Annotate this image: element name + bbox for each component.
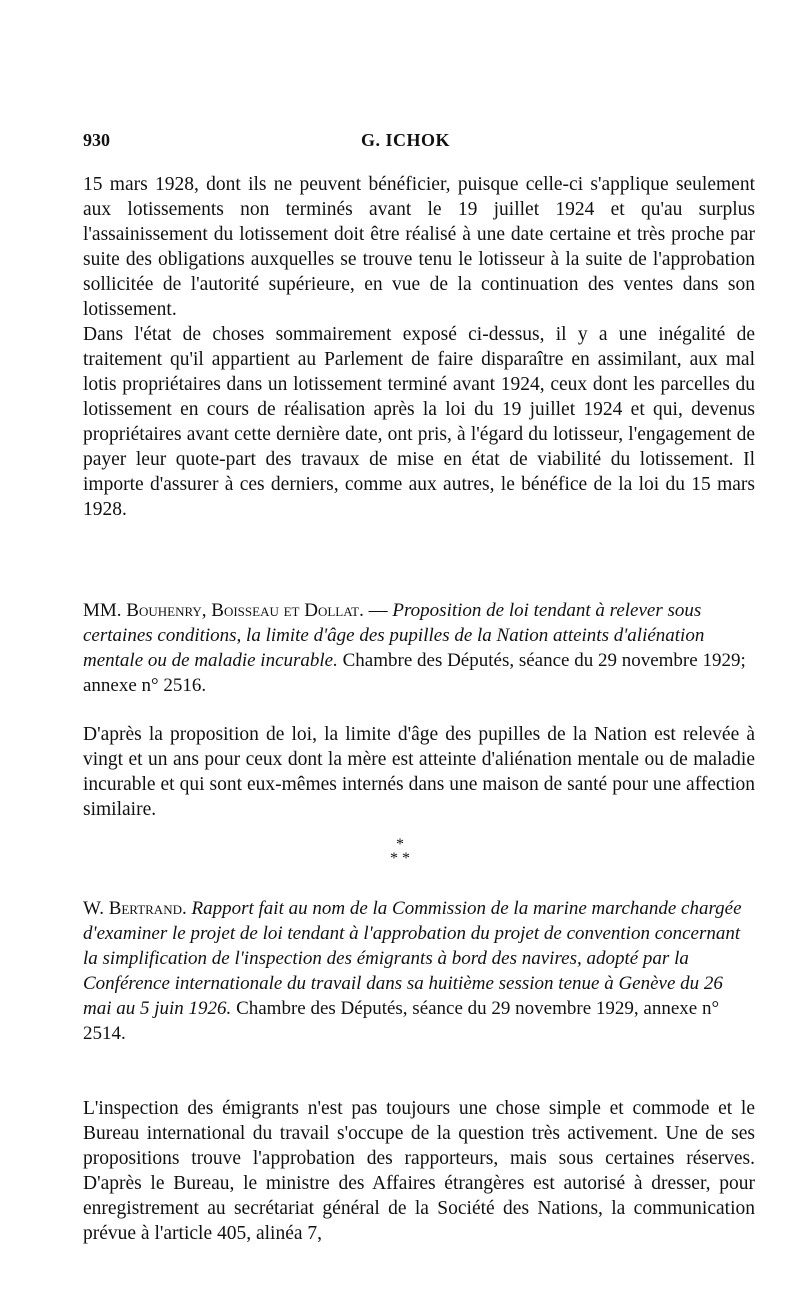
section-asterism bbox=[0, 838, 800, 866]
entry-separator: — bbox=[363, 600, 393, 621]
bibliographic-entry-bertrand bbox=[83, 896, 755, 1046]
paragraph-pupilles: D'après la proposition de loi, la limite d'âge des pupilles de la Nation est relevée à vingt et un ans pour ceux dont la mère est atteinte d'aliénation mentale ou de maladie incurable et qui sont eux-mêmes internés dans une maison de santé pour une affection similaire. bbox=[83, 724, 755, 820]
running-head: G. ICHOK bbox=[361, 130, 451, 150]
asterism-bottom: * * bbox=[390, 850, 410, 867]
paragraph-continuation: 15 mars 1928, dont ils ne peuvent bénéficier, puisque celle-ci s'applique seulement aux lotissements non terminés avant le 19 juillet 1924 et qu'au surplus l'assainissement du lotissement doit être réalisé à une date certaine et très proche par suite des obligations auxquelles se trouve tenu le lotisseur à la suite de l'approbation sollicitée de l'autorité supérieure, en vue de la continuation des ventes dans son lotissement. bbox=[83, 174, 755, 320]
page-header bbox=[83, 130, 752, 154]
entry-title: Rapport fait au nom de la Commission de la marine marchande chargée d'examiner le projet de loi tendant à l'approbation du projet de convention concernant la simplification de l'inspection des émigrants à bord des navires, adopté par la Conférence internationale du travail dans sa huitième session tenue à Genève du 26 mai au 5 juin 1926. bbox=[83, 898, 742, 1019]
bibliographic-entry-bouhenry bbox=[83, 598, 755, 698]
entry-source: Chambre des Députés, séance du 29 novembre 1929; annexe n° 2516. bbox=[83, 650, 746, 696]
entry-title: Proposition de loi tendant à relever sous certaines conditions, la limite d'âge des pupilles de la Nation atteints d'aliénation mentale ou de maladie incurable. bbox=[83, 600, 705, 671]
page-number: 930 bbox=[83, 130, 110, 150]
paragraph-inequality: Dans l'état de choses sommairement exposé ci-dessus, il y a une inégalité de traitement qu'il appartient au Parlement de faire disparaître en assimilant, aux mal lotis propriétaires dans un lotissement terminé avant 1924, ceux dont les parcelles du lotissement en cours de réalisation après la loi du 19 juillet 1924 et qui, devenus propriétaires avant cette dernière date, ont pris, à l'égard du lotisseur, l'engagement de payer leur quote-part des travaux de mise en état de viabilité du lotissement. Il importe d'assurer à ces derniers, comme aux autres, le bénéfice de la loi du 15 mars 1928. bbox=[83, 324, 755, 520]
entry-source: Chambre des Députés, séance du 29 novembre 1929, annexe n° 2514. bbox=[83, 998, 720, 1044]
entry-authors: MM. Bouhenry, Boisseau et Dollat. bbox=[83, 600, 364, 621]
paragraph-emigrants: L'inspection des émigrants n'est pas toujours une chose simple et commode et le Bureau international du travail s'occupe de la question très activement. Une de ses propositions trouve l'approbation des rapporteurs, mais sous certaines réserves. D'après le Bureau, le ministre des Affaires étrangères est autorisé à dresser, pour enregistrement au secrétariat général de la Société des Nations, la communication prévue à l'article 405, alinéa 7, bbox=[83, 1098, 755, 1244]
asterism-top: * bbox=[396, 836, 404, 853]
entry-authors: W. Bertrand. bbox=[83, 898, 187, 919]
